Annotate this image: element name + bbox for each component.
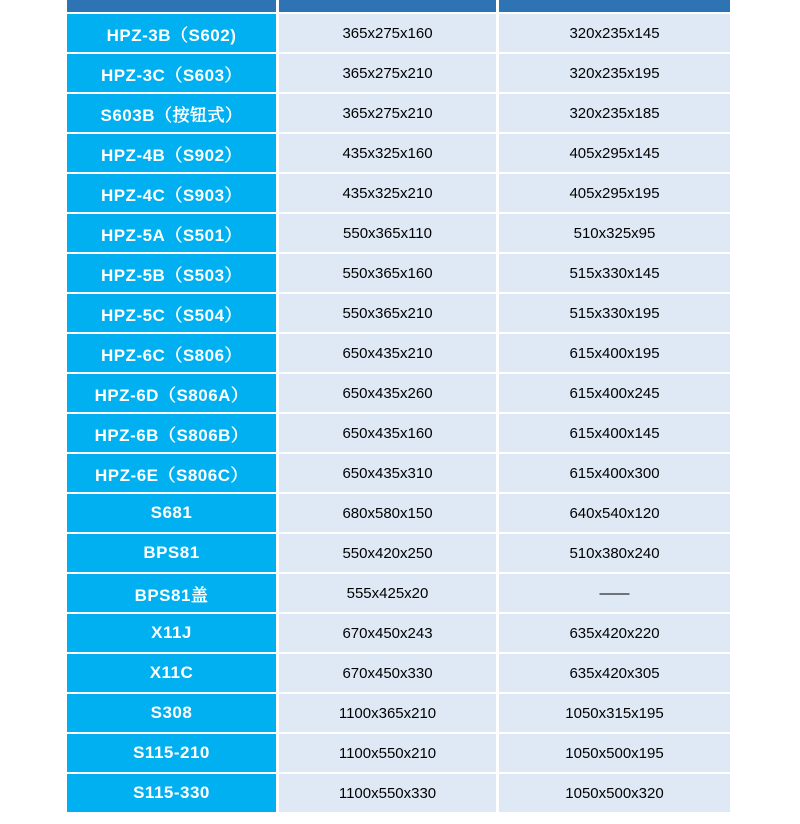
outer-size-cell: 650x435x160 [279,414,496,452]
inner-size-cell: 320x235x195 [499,54,730,92]
outer-size-cell: 550x420x250 [279,534,496,572]
model-cell: HPZ-5C（S504） [67,294,276,332]
table-header-cell-outer [279,0,496,12]
outer-size-cell: 670x450x330 [279,654,496,692]
outer-size-cell: 670x450x243 [279,614,496,652]
model-cell: BPS81盖 [67,574,276,612]
inner-size-cell: 510x325x95 [499,214,730,252]
spec-table [67,0,730,812]
outer-size-cell: 1100x550x330 [279,774,496,812]
outer-size-cell: 550x365x110 [279,214,496,252]
inner-size-cell: 515x330x195 [499,294,730,332]
outer-size-cell: 365x275x210 [279,54,496,92]
inner-size-cell: 640x540x120 [499,494,730,532]
inner-size-cell: 615x400x145 [499,414,730,452]
inner-size-cell: 615x400x195 [499,334,730,372]
model-cell: S115-210 [67,734,276,772]
model-cell: HPZ-6D（S806A） [67,374,276,412]
model-cell: HPZ-6B（S806B） [67,414,276,452]
inner-size-cell: 405x295x145 [499,134,730,172]
model-cell: S681 [67,494,276,532]
outer-size-cell: 550x365x160 [279,254,496,292]
outer-size-cell: 1100x365x210 [279,694,496,732]
table-header-cell-inner [499,0,730,12]
outer-size-cell: 1100x550x210 [279,734,496,772]
inner-size-cell: 615x400x300 [499,454,730,492]
outer-size-cell: 365x275x210 [279,94,496,132]
model-cell: HPZ-6E（S806C） [67,454,276,492]
outer-size-cell: 650x435x260 [279,374,496,412]
model-cell: HPZ-3B（S602) [67,14,276,52]
outer-size-cell: 435x325x210 [279,174,496,212]
model-cell: HPZ-4B（S902） [67,134,276,172]
inner-size-cell: 320x235x145 [499,14,730,52]
outer-size-cell: 435x325x160 [279,134,496,172]
model-cell: HPZ-3C（S603） [67,54,276,92]
model-cell: BPS81 [67,534,276,572]
inner-size-cell: 1050x500x195 [499,734,730,772]
model-cell: S308 [67,694,276,732]
model-cell: HPZ-6C（S806） [67,334,276,372]
inner-size-cell: 510x380x240 [499,534,730,572]
outer-size-cell: 550x365x210 [279,294,496,332]
model-cell: HPZ-5A（S501） [67,214,276,252]
inner-size-cell: 1050x500x320 [499,774,730,812]
model-cell: HPZ-4C（S903） [67,174,276,212]
inner-size-cell: 320x235x185 [499,94,730,132]
model-cell: S115-330 [67,774,276,812]
inner-size-cell: —— [499,574,730,612]
inner-size-cell: 405x295x195 [499,174,730,212]
model-cell: HPZ-5B（S503） [67,254,276,292]
model-cell: X11J [67,614,276,652]
table-header-cell-model [67,0,276,12]
outer-size-cell: 650x435x310 [279,454,496,492]
model-cell: S603B（按钮式） [67,94,276,132]
inner-size-cell: 635x420x305 [499,654,730,692]
inner-size-cell: 615x400x245 [499,374,730,412]
outer-size-cell: 680x580x150 [279,494,496,532]
outer-size-cell: 365x275x160 [279,14,496,52]
outer-size-cell: 650x435x210 [279,334,496,372]
inner-size-cell: 515x330x145 [499,254,730,292]
outer-size-cell: 555x425x20 [279,574,496,612]
model-cell: X11C [67,654,276,692]
inner-size-cell: 635x420x220 [499,614,730,652]
inner-size-cell: 1050x315x195 [499,694,730,732]
